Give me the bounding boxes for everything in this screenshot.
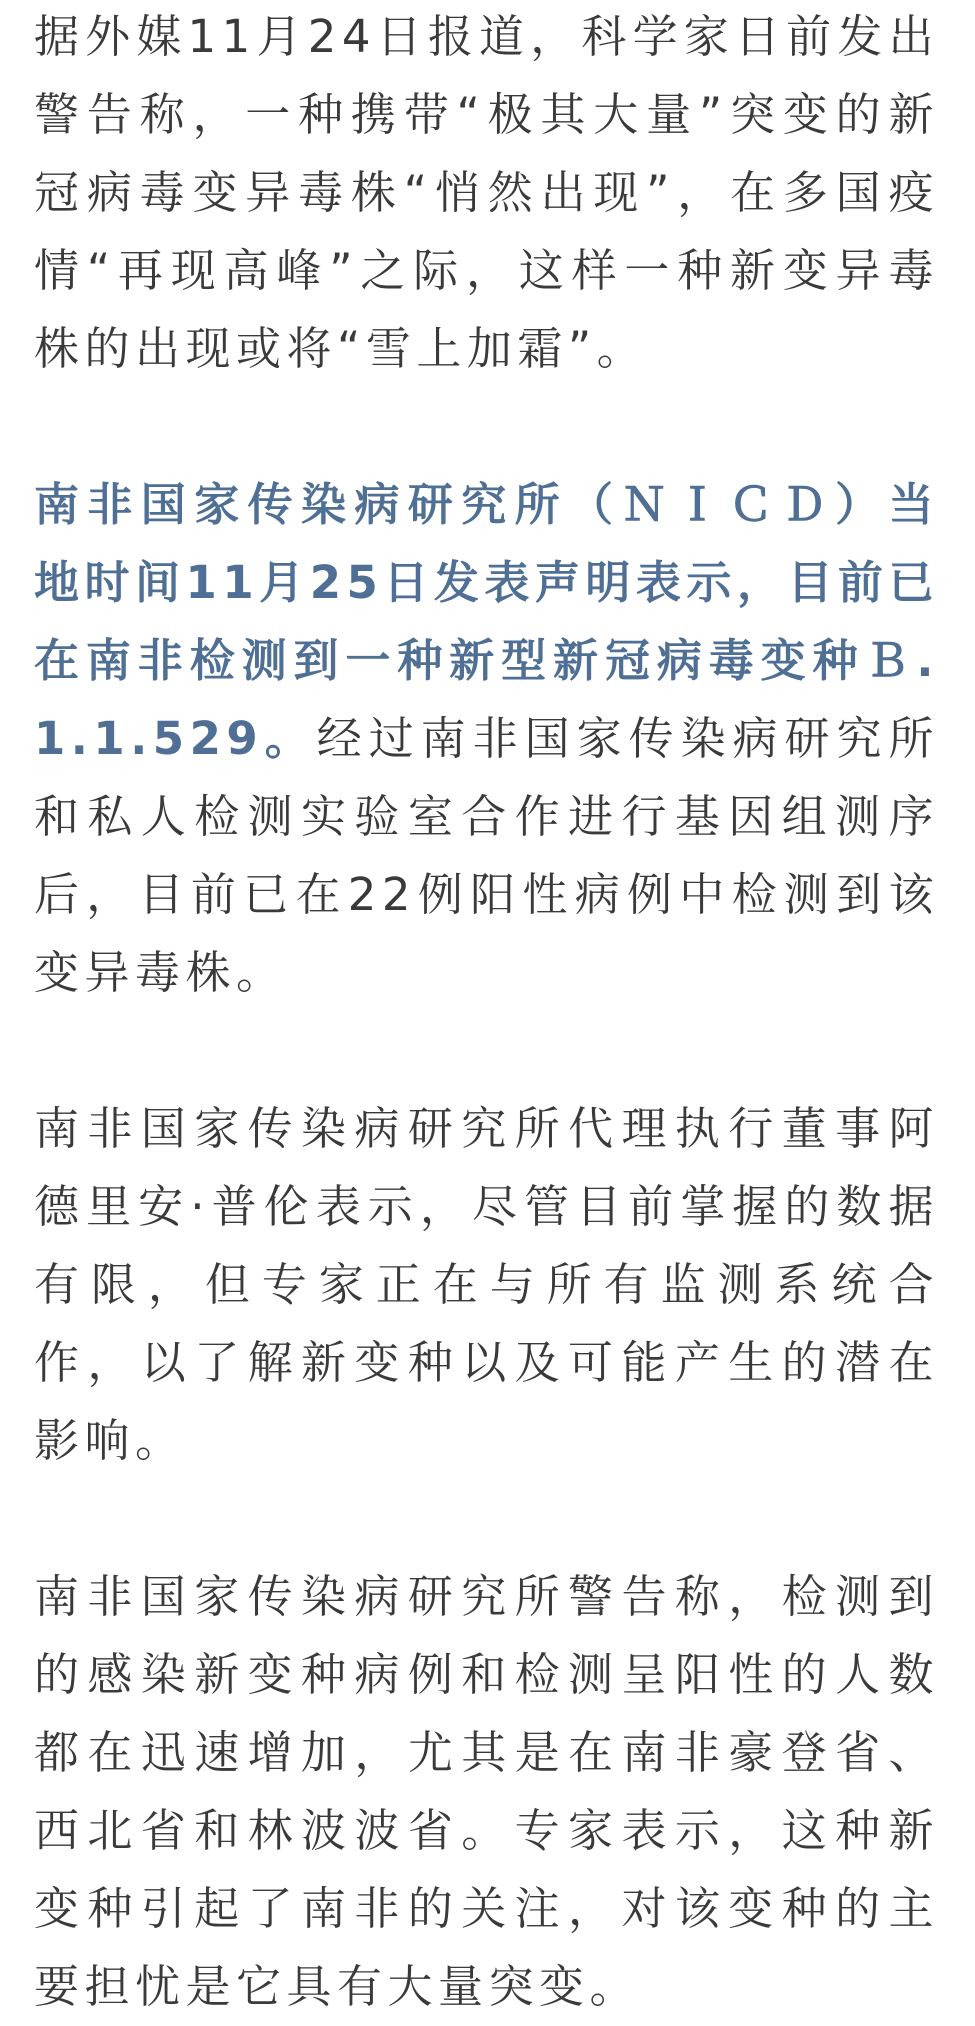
paragraph-nicd-detail: 经过南非国家传染病研究所和私人检测实验室合作进行基因组测序后，目前已在22例阳性病例中检测到该变异毒株。 <box>34 712 939 999</box>
paragraph-intro: 据外媒11月24日报道，科学家日前发出警告称，一种携带“极其大量”突变的新冠病毒变异毒株“悄然出现”，在多国疫情“再现高峰”之际，这样一种新变异毒株的出现或将“雪上加霜”。 <box>34 10 939 375</box>
paragraph-warning: 南非国家传染病研究所警告称，检测到的感染新变种病例和检测呈阳性的人数都在迅速增加，尤其是在南非豪登省、西北省和林波波省。专家表示，这种新变种引起了南非的关注，对该变种的主要担忧是它具有大量突变。 <box>34 1570 939 2013</box>
paragraph-nicd-statement <box>34 466 939 1012</box>
highlighted-statement: 南非国家传染病研究所（ＮＩＣＤ）当地时间11月25日发表声明表示，目前已在南非检测到一种新型新冠病毒变种Ｂ.1.1.529。 <box>34 478 939 765</box>
paragraph-director-quote: 南非国家传染病研究所代理执行董事阿德里安·普伦表示，尽管目前掌握的数据有限，但专家正在与所有监测系统合作，以了解新变种以及可能产生的潜在影响。 <box>34 1102 939 1467</box>
